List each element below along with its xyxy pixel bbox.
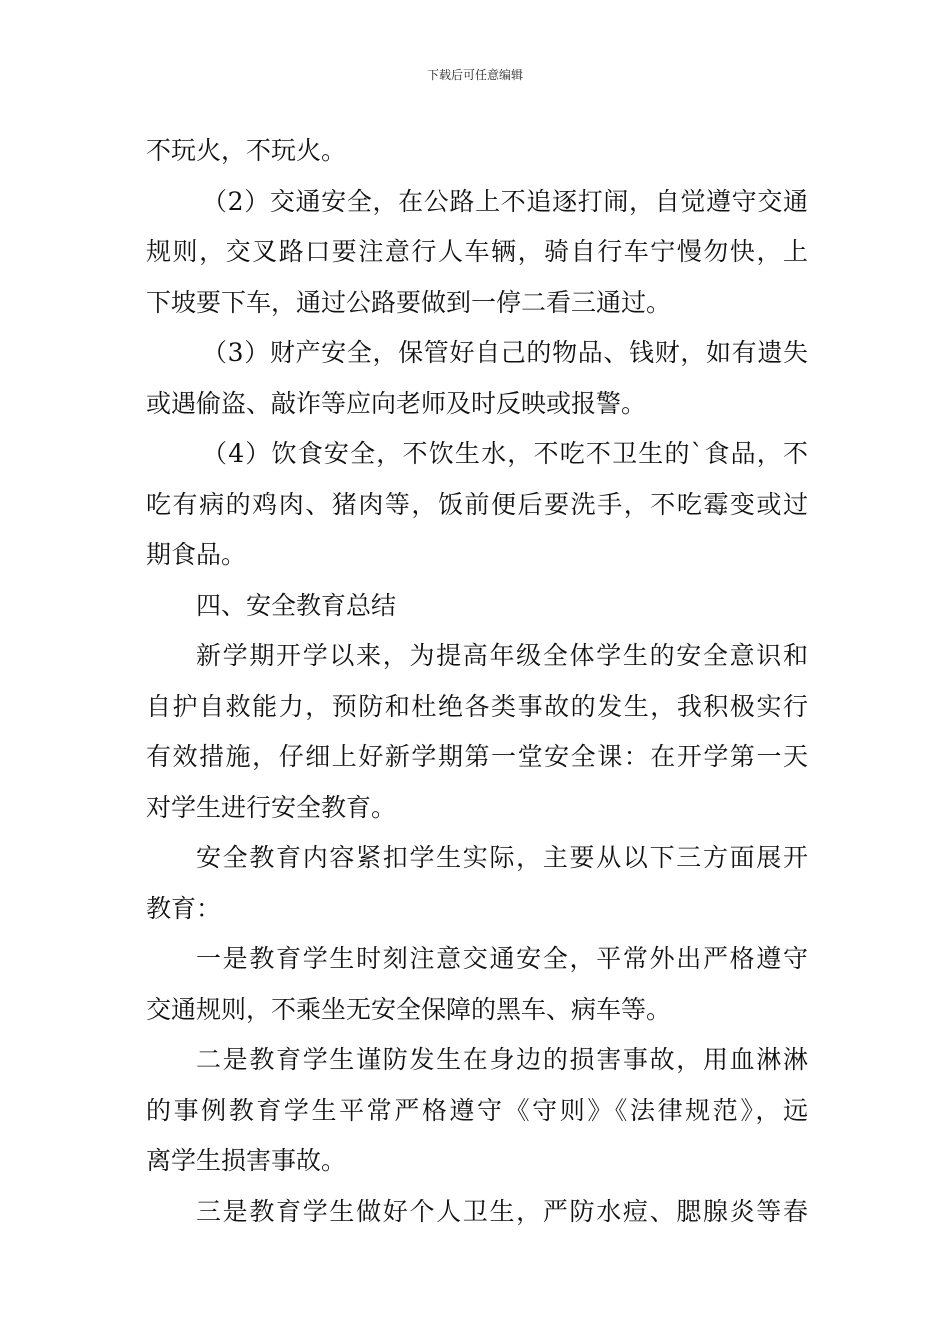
section-heading: 四、安全教育总结 — [196, 590, 397, 620]
text-line: 吃有病的鸡肉、猪肉等，饭前便后要洗手，不吃霉变或过 — [146, 489, 808, 519]
text-line: 三是教育学生做好个人卫生，严防水痘、腮腺炎等春 — [196, 1196, 808, 1226]
text-line: （2）交通安全，在公路上不追逐打闹，自觉遵守交通 — [202, 186, 808, 216]
text-line: 自护自救能力，预防和杜绝各类事故的发生，我积极实行 — [146, 691, 808, 721]
text-line: 新学期开学以来，为提高年级全体学生的安全意识和 — [196, 641, 808, 670]
text-line: 对学生进行安全教育。 — [146, 792, 397, 822]
text-line: 不玩火，不玩火。 — [146, 136, 347, 165]
document-body — [146, 126, 808, 1237]
text-line: （3）财产安全，保管好自己的物品、钱财，如有遗失 — [202, 338, 808, 367]
text-line: 有效措施，仔细上好新学期第一堂安全课：在开学第一天 — [146, 742, 808, 771]
text-line: 的事例教育学生平常严格遵守《守则》《法律规范》，远 — [146, 1095, 808, 1125]
text-line: 一是教育学生时刻注意交通安全，平常外出严格遵守 — [196, 944, 808, 973]
text-line: 规则，交叉路口要注意行人车辆，骑自行车宁慢勿快，上 — [146, 237, 808, 266]
text-line: 二是教育学生谨防发生在身边的损害事故，用血淋淋 — [196, 1045, 808, 1074]
text-line: 离学生损害事故。 — [146, 1146, 347, 1175]
text-line: 下坡要下车，通过公路要做到一停二看三通过。 — [146, 287, 672, 317]
page-header: 下载后可任意编辑 — [426, 68, 523, 82]
text-line: 交通规则，不乘坐无安全保障的黑车、病车等。 — [146, 994, 672, 1024]
text-line: 或遇偷盗、敲诈等应向老师及时反映或报警。 — [146, 388, 647, 418]
text-line: 教育： — [146, 893, 222, 923]
text-line: 安全教育内容紧扣学生实际，主要从以下三方面展开 — [196, 843, 808, 872]
text-line: 期食品。 — [146, 540, 247, 569]
text-line: （4）饮食安全，不饮生水，不吃不卫生的`食品，不 — [202, 439, 808, 468]
